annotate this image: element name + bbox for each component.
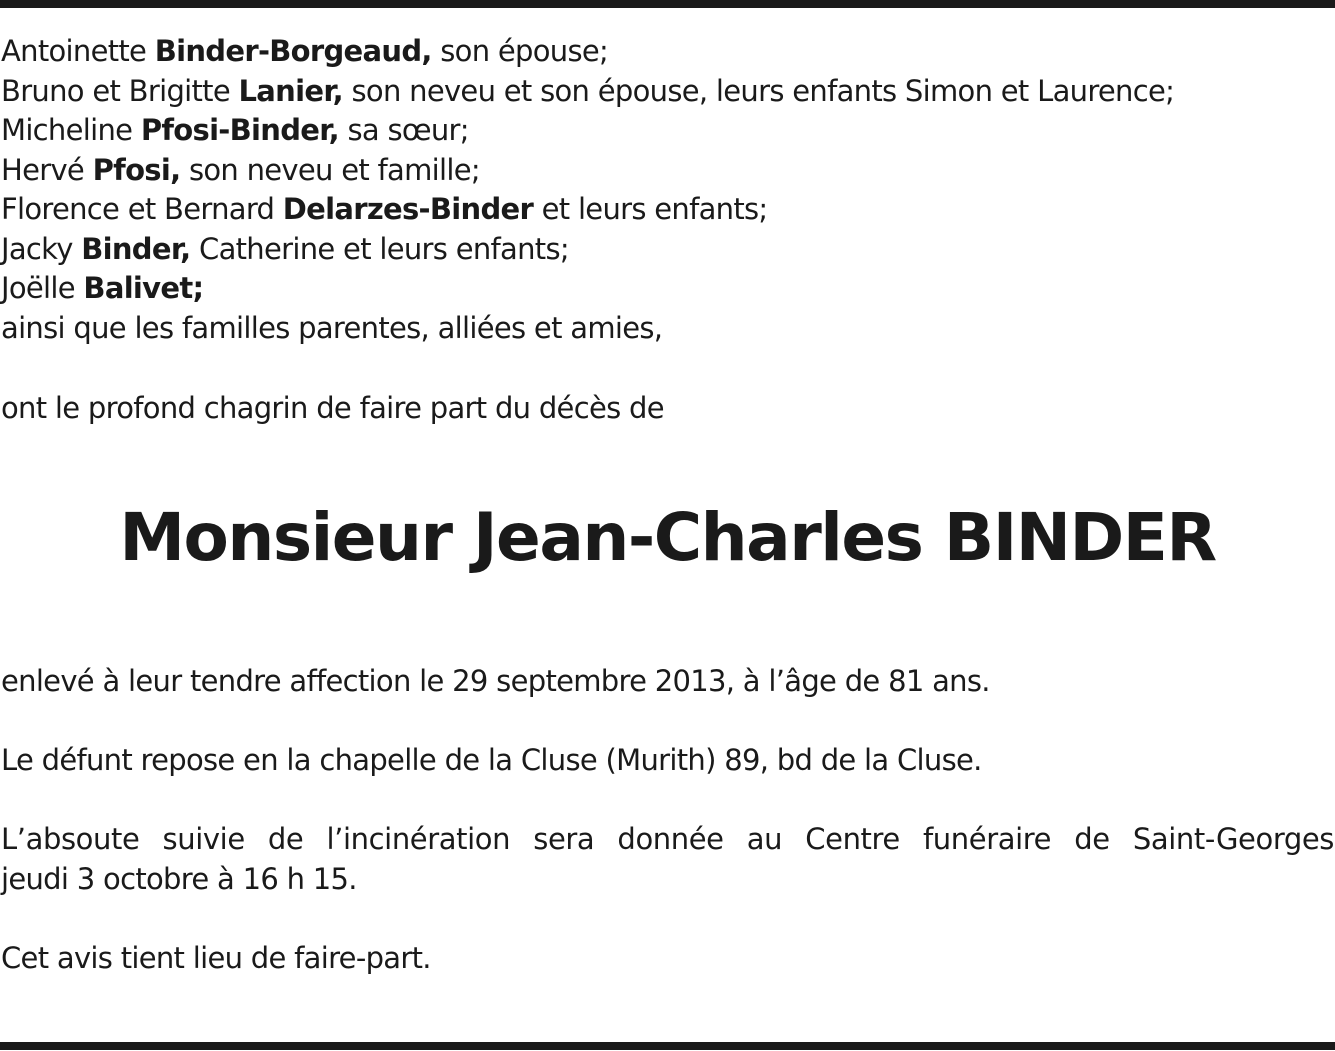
mourner-text: Florence et Bernard: [1, 192, 283, 226]
mourner-line: [1, 32, 1331, 72]
mourner-surname: Pfosi-Binder,: [140, 113, 339, 147]
mourner-relation: sa sœur;: [338, 113, 469, 147]
mourner-surname: Balivet;: [83, 271, 204, 305]
closing-note: Cet avis tient lieu de faire-part.: [1, 941, 431, 975]
mourner-text: Hervé: [1, 152, 93, 187]
mourner-text: Jacky: [1, 231, 82, 266]
mourner-relation: son neveu et son épouse, leurs enfants Simon et Laurence;: [342, 73, 1175, 108]
mourner-surname: Pfosi,: [92, 152, 181, 187]
mourner-relation: et leurs enfants;: [533, 192, 768, 226]
mourner-line: [1, 111, 1331, 151]
mourner-text: ainsi que les familles parentes, alliées et amies,: [1, 310, 663, 345]
mourner-text: Joëlle: [1, 271, 84, 305]
ceremony-line-2: jeudi 3 octobre à 16 h 15.: [1, 861, 357, 896]
ceremony-line-1: L’absoute suivie de l’incinération sera donnée au Centre funéraire de Saint-Georges: [1, 822, 1334, 856]
mourner-relation: son épouse;: [431, 34, 609, 68]
deceased-name: Monsieur Jean-Charles BINDER: [119, 499, 1216, 576]
mourner-surname: Delarzes-Binder: [282, 192, 534, 226]
top-border-rule: [0, 0, 1335, 8]
ceremony-info: [1, 820, 1334, 899]
rest-place-info: Le défunt repose en la chapelle de la Cluse (Murith) 89, bd de la Cluse.: [1, 743, 982, 777]
mourner-relation: Catherine et leurs enfants;: [190, 231, 569, 266]
mourner-line: [1, 151, 1331, 191]
mourner-line: [1, 309, 1331, 349]
mourner-line: [1, 72, 1331, 112]
mourners-list: [1, 32, 1331, 348]
mourner-relation: son neveu et famille;: [180, 152, 480, 187]
mourner-surname: Binder,: [81, 231, 191, 266]
mourner-text: Bruno et Brigitte: [1, 73, 239, 108]
mourner-surname: Lanier,: [238, 73, 343, 108]
mourner-surname: Binder-Borgeaud,: [154, 34, 432, 68]
mourner-line: [1, 269, 1331, 309]
bottom-border-rule: [0, 1042, 1335, 1050]
mourner-line: [1, 230, 1331, 270]
announcement-intro: ont le profond chagrin de faire part du décès de: [1, 391, 664, 425]
mourner-text: Micheline: [1, 113, 141, 147]
mourner-line: [1, 190, 1331, 230]
death-info: enlevé à leur tendre affection le 29 septembre 2013, à l’âge de 81 ans.: [1, 664, 990, 698]
mourner-text: Antoinette: [1, 34, 155, 68]
